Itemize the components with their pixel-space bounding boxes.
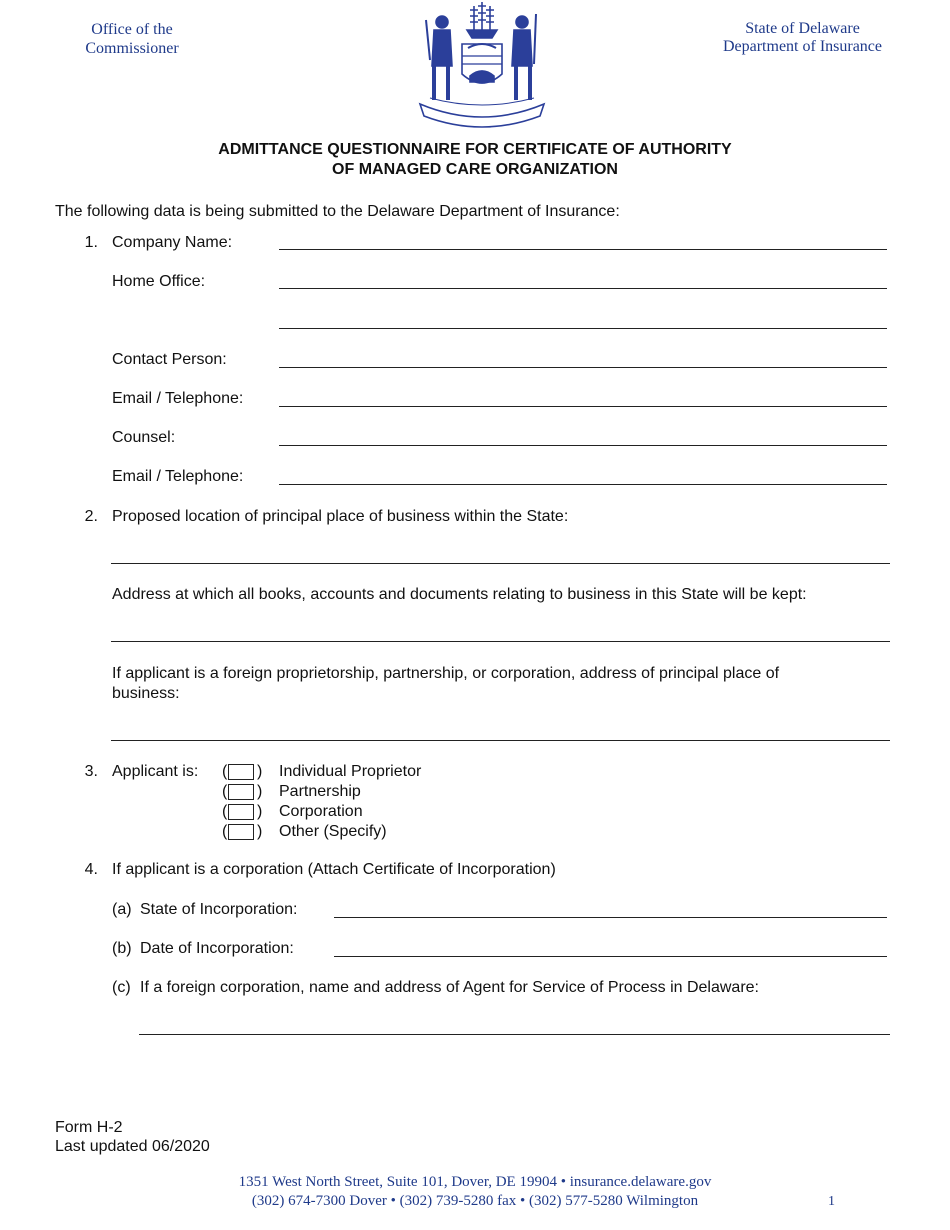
state-of-incorporation-field[interactable] [334,917,887,918]
counsel-email-telephone-label: Email / Telephone: [112,468,244,485]
form-title-line2: OF MANAGED CARE ORGANIZATION [332,161,618,178]
page-number: 1 [828,1194,835,1209]
contact-email-telephone-label: Email / Telephone: [112,390,244,407]
checkbox-corporation[interactable] [228,804,254,820]
date-of-incorporation-field[interactable] [334,956,887,957]
state-department-of-insurance [700,20,905,56]
checkbox-individual-proprietor[interactable] [228,764,254,780]
option-label: Other (Specify) [279,823,387,840]
q3-number: 3. [84,763,98,780]
delaware-seal [412,0,552,128]
state-of-incorporation-label: State of Incorporation: [140,901,298,918]
principal-location-field[interactable] [111,563,890,564]
q2-number: 2. [84,508,98,525]
paren-close: ) [257,803,263,820]
form-title-line1: ADMITTANCE QUESTIONNAIRE FOR CERTIFICATE OF AUTHORITY [218,141,732,158]
paren-open: ( [222,803,228,820]
last-updated: Last updated 06/2020 [55,1138,210,1155]
paren-close: ) [257,783,263,800]
principal-location-label: Proposed location of principal place of business within the State: [112,508,569,525]
home-office-field-2[interactable] [279,328,887,329]
form-title [0,140,950,180]
paren-close: ) [257,763,263,780]
corporation-label: If applicant is a corporation (Attach Certificate of Incorporation) [112,861,556,878]
q4-number: 4. [84,861,98,878]
checkbox-other[interactable] [228,824,254,840]
company-name-field[interactable] [279,249,887,250]
foreign-address-label-line2: business: [112,685,180,702]
footer-phones: (302) 674-7300 Dover • (302) 739-5280 fax • (302) 577-5280 Wilmington [251,1193,699,1209]
paren-open: ( [222,783,228,800]
item-a-letter: (a) [112,901,132,918]
counsel-field[interactable] [279,445,887,446]
contact-email-telephone-field[interactable] [279,406,887,407]
header-left-line2: Commissioner [85,40,179,57]
counsel-email-telephone-field[interactable] [279,484,887,485]
header-right-line1: State of Delaware [745,20,860,37]
paren-close: ) [257,823,263,840]
contact-person-field[interactable] [279,367,887,368]
books-address-label: Address at which all books, accounts and documents relating to business in this State will be kept: [112,586,807,603]
books-address-field[interactable] [111,641,890,642]
paren-open: ( [222,823,228,840]
foreign-address-label-line1: If applicant is a foreign proprietorship, partnership, or corporation, address of principal place of [112,665,780,682]
home-office-field-1[interactable] [279,288,887,289]
seal-icon [412,0,552,128]
home-office-label: Home Office: [112,273,206,290]
contact-person-label: Contact Person: [112,351,227,368]
agent-for-service-label: If a foreign corporation, name and address of Agent for Service of Process in Delaware: [140,979,759,996]
form-id: Form H-2 [55,1119,123,1136]
foreign-address-field[interactable] [111,740,890,741]
applicant-is-label: Applicant is: [112,763,199,780]
checkbox-partnership[interactable] [228,784,254,800]
counsel-label: Counsel: [112,429,176,446]
agent-for-service-field[interactable] [139,1034,890,1035]
item-c-letter: (c) [112,979,131,996]
option-label: Partnership [279,783,361,800]
company-name-label: Company Name: [112,234,233,251]
option-label: Corporation [279,803,363,820]
option-label: Individual Proprietor [279,763,422,780]
header-right-line2: Department of Insurance [722,38,883,55]
q1-number: 1. [84,234,98,251]
intro-text: The following data is being submitted to the Delaware Department of Insurance: [55,203,620,220]
header-left-line1: Office of the [91,21,173,38]
office-of-commissioner [62,20,202,58]
paren-open: ( [222,763,228,780]
footer-address: 1351 West North Street, Suite 101, Dover, DE 19904 • insurance.delaware.gov [238,1174,712,1190]
date-of-incorporation-label: Date of Incorporation: [140,940,294,957]
item-b-letter: (b) [112,940,132,957]
